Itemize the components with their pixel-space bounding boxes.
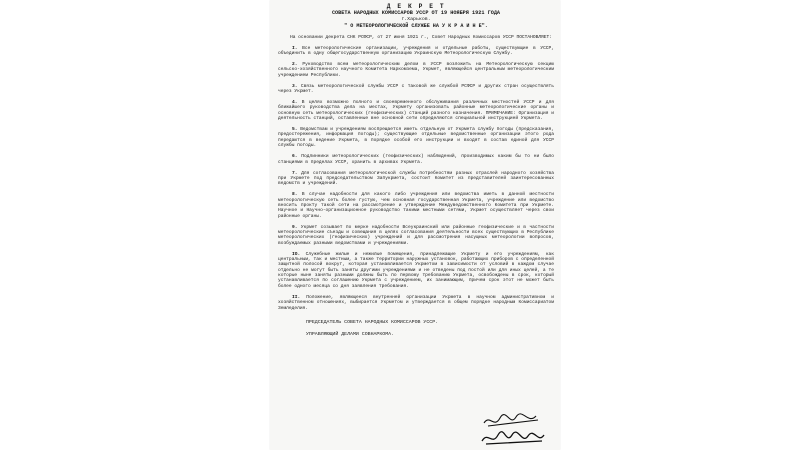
decree-text xyxy=(278,3,554,341)
paragraph-text: Подлинники метеорологических (геофизических) наблюдений, производимых каким бы то ни было станциями в пределах УССР, хранить в архивах Укрмета. xyxy=(278,154,554,165)
document-page xyxy=(270,0,560,450)
document-title: Д Е К Р Е Т xyxy=(386,3,446,10)
paragraph-list xyxy=(278,46,554,311)
paragraph-number: 4. xyxy=(292,100,298,106)
decree-paragraph xyxy=(278,154,554,165)
paragraph-text: Связь метеорологической службы УССР с таковой же службой РСФСР и других стран осуществлять через Укрмет. xyxy=(278,83,555,94)
paragraph-text: Ведомствам и учреждениям воспрещается иметь отдельную от Укрмета службу погоды (предсказания, предостережения, информация погоды); существующие отдельные ведомственные организации этого рода передаются в ведение Укрмета, в порядке особой его инструкции и входят в состав единой для УССР службы погоды. xyxy=(278,127,554,149)
decree-paragraph xyxy=(278,62,554,78)
document-subject: " О МЕТЕОРОЛОГИЧЕСКОЙ СЛУЖБЕ НА У К Р А И Н Е". xyxy=(344,22,488,29)
decree-paragraph xyxy=(278,84,554,95)
signatory-manager: УПРАВЛЯЮЩИЙ ДЕЛАМИ СОВНАРКОМА. xyxy=(306,331,395,337)
paragraph-text: Руководство всем метеорологическим делом в УССР возложить на Метеорологическую секцию сельско-хозяйственного научного Комитета Наркомзема, Укрмет, являющейся центральным метеорологическим учреждением Республики. xyxy=(278,61,554,78)
paragraph-number: IO. xyxy=(292,251,301,257)
decree-paragraph xyxy=(278,100,554,121)
document-place: г.Харьков. xyxy=(401,16,431,22)
decree-paragraph xyxy=(278,252,554,289)
paragraph-number: 9. xyxy=(292,224,298,230)
paragraph-number: 3. xyxy=(292,83,298,89)
decree-paragraph xyxy=(278,225,554,246)
paragraph-number: II. xyxy=(292,294,301,300)
signatory-chairman: ПРЕДСЕДАТЕЛЬ СОВЕТА НАРОДНЫХ КОМИССАРОВ УССР. xyxy=(306,319,439,325)
document-issuer: СОВЕТА НАРОДНЫХ КОМИССАРОВ УССР ОТ 19 НОЯБРЯ 1921 ГОДА xyxy=(331,10,501,17)
paragraph-text: Укрмет созывает по мерке надобности Всеукраинский или районные геофизические и в частности метеорологические съезды и совещания в целях согласования деятельности всех существующих в Республике метеорологических (геофизических) учреждений и для рассмотрения насущных метеорологии вопросов, возбуждаемых разными ведомствами и учреждениями. xyxy=(278,224,554,246)
paragraph-number: 7. xyxy=(292,170,298,176)
signatures-block xyxy=(278,317,554,341)
paragraph-number: 6. xyxy=(292,154,298,160)
paragraph-text: Служебные жилые и нежилые помещения, принадлежащие Укрмету и его учреждениям, как центральным, так и местным, а также территории наружных установок, работающих приборов с определенной защитной полосой вокруг, которая устанавливается Укрметом в зависимости от условий в каждом случае отдельно не могут быть заняты другими учреждениями и не отведены под постой или для иных целей, а те которые ныне заняты разными должны быть по первому требованию Укрмета, освобождены в срок, который устанавливается по соглашению Укрмета с учреждением, их занимающим, причем срок этот не может быть более одного месяца со дня заявления требования. xyxy=(278,251,555,289)
paragraph-number: I. xyxy=(292,45,298,51)
decree-paragraph xyxy=(278,127,554,148)
paragraph-text: В целях возможно полного и своевременного обслуживания различных местностей УССР и для ближайшего руководства дела на местах, Укрмету организовать районные метеорологические органы и основную сеть метеорологических (геофизических) станций разного назначения. ПРИМЕЧАНИЕ: Организация и деятельность станций, оставленные вне основной сети определяются специальной инструкцией Укрмета. xyxy=(278,100,554,122)
paragraph-text: В случае надобности для какого либо учреждения или ведомства иметь в данной местности метеорологическую сеть более густую, чем основная государственная Укрмета, учреждение или ведомство вносить прокту такой сети на рассмотрение и утверждение Междуведомственного Комитета при Укрмете. Научное и Научно-организационное руководство такими местными сетями, Укрмет осуществляет через свои районные органы. xyxy=(278,192,554,219)
handwritten-signatures xyxy=(480,411,546,449)
paragraph-number: 2. xyxy=(292,61,298,67)
paragraph-text: Все метеорологические организации, учреждения и отдельные работы, существующие в УССР, объединить в одну общегосударственную организацию Украинскую Метеорологическую Службу. xyxy=(278,45,554,56)
paragraph-text: Для согласования метеорологической службы потребностям разных отраслей народного хозяйства при Укрмете под председательством Запукрмета, состоит Комитет из представителей заинтересованных ведомств и учреждений. xyxy=(278,170,555,187)
paragraph-number: 5. xyxy=(292,127,298,133)
preamble: На основании декрета СНК РСФСР, от 27 июня 1921 г., Совет Народных Комиссаров УССР ПОСТАНОВЛЯЕТ: xyxy=(290,35,552,41)
decree-paragraph xyxy=(278,171,554,187)
decree-paragraph xyxy=(278,295,554,311)
paragraph-text: Положение, являющееся внутренней организации Укрмета в научном административном и хозяйственном отношениях, выбирается Укрметом и утверждается в общем порядке народным Комиссариатом Земледелия. xyxy=(278,294,555,311)
paragraph-number: 8. xyxy=(292,192,298,198)
decree-paragraph xyxy=(278,46,554,57)
decree-paragraph xyxy=(278,192,554,219)
